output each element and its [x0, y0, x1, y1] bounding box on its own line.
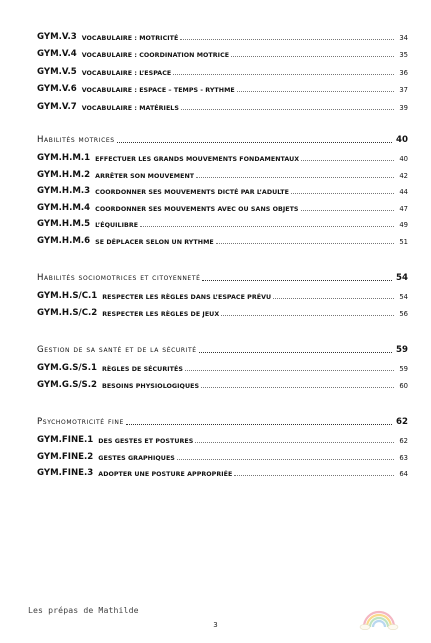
dot-leader	[173, 73, 394, 75]
entry-page: 44	[399, 188, 408, 196]
dot-leader	[180, 38, 394, 40]
entry-title: COORDONNER SES MOUVEMENTS DICTÉ PAR L’ADULTE	[95, 189, 290, 196]
entry-code: GYM.V.5	[37, 66, 77, 77]
entry-code: GYM.H.M.3	[37, 186, 91, 196]
entry-code: GYM.H.M.2	[37, 169, 91, 180]
dot-leader	[196, 176, 394, 178]
toc-entry[interactable]	[37, 373, 408, 390]
entry-page: 60	[399, 381, 408, 390]
toc-section[interactable]	[37, 412, 408, 427]
entry-title: DES GESTES ET POSTURES	[98, 438, 194, 445]
toc-entry[interactable]	[37, 94, 408, 112]
entry-page: 62	[399, 437, 408, 445]
toc-entry[interactable]	[37, 429, 408, 446]
entry-page: 37	[399, 86, 408, 94]
toc-entry[interactable]	[37, 24, 408, 42]
entry-page: 35	[399, 51, 408, 59]
toc-entry[interactable]	[37, 285, 408, 302]
entry-title: ARRÊTER SON MOUVEMENT	[95, 172, 195, 180]
dot-leader	[216, 242, 394, 244]
entry-title: EFFECTUER LES GRANDS MOUVEMENTS FONDAMENTAUX	[95, 156, 300, 163]
dot-leader	[221, 314, 394, 316]
entry-page: 40	[399, 155, 408, 163]
dot-leader	[195, 441, 394, 443]
entry-page: 47	[399, 204, 408, 213]
rainbow-logo-icon	[352, 605, 406, 639]
toc-section[interactable]	[37, 268, 408, 283]
entry-code: GYM.FINE.1	[37, 435, 94, 445]
entry-title: GESTES GRAPHIQUES	[98, 454, 175, 462]
dot-leader	[201, 386, 394, 388]
entry-title: L’ÉQUILIBRE	[95, 222, 139, 229]
entry-page: 56	[399, 309, 408, 318]
section-page: 54	[396, 272, 408, 283]
entry-title: ADOPTER UNE POSTURE APPROPRIÉE	[98, 471, 233, 478]
entry-code: GYM.G.S/S.2	[37, 379, 97, 390]
dot-leader	[199, 351, 392, 353]
section-title: Habilités motrices	[37, 134, 115, 145]
dot-leader	[301, 159, 394, 161]
entry-page: 59	[399, 365, 408, 373]
toc-entry[interactable]	[37, 196, 408, 213]
section-items	[37, 285, 408, 318]
vocab-list	[37, 24, 408, 112]
entry-page: 36	[399, 68, 408, 77]
entry-title: VOCABULAIRE : MATÉRIELS	[81, 104, 179, 112]
entry-code: GYM.V.3	[37, 31, 77, 42]
entry-code: GYM.H.M.1	[37, 153, 91, 163]
section-title: Gestion de sa santé et de la sécurité	[37, 344, 197, 355]
toc-section[interactable]	[37, 130, 408, 145]
footer-author: Les prépas de Mathilde	[28, 605, 139, 615]
toc-entry[interactable]	[37, 229, 408, 246]
toc-entry[interactable]	[37, 163, 408, 180]
section-title: Habilités sociomotrices et citoyenneté	[37, 272, 201, 283]
entry-code: GYM.H.M.6	[37, 235, 91, 246]
entry-code: GYM.H.M.4	[37, 202, 91, 213]
entry-title: RESPECTER LES RÈGLES DE JEUX	[102, 310, 220, 318]
section-page: 40	[396, 134, 408, 145]
entry-title: VOCABULAIRE : COORDINATION MOTRICE	[81, 52, 230, 59]
entry-code: GYM.FINE.3	[37, 468, 94, 478]
entry-page: 63	[399, 453, 408, 462]
entry-title: BESOINS PHYSIOLOGIQUES	[101, 382, 200, 390]
entry-page: 54	[399, 293, 408, 301]
dot-leader	[273, 297, 394, 299]
entry-code: GYM.H.M.5	[37, 219, 91, 229]
dot-leader	[301, 209, 394, 211]
dot-leader	[234, 474, 394, 476]
entry-page: 42	[399, 171, 408, 180]
entry-code: GYM.V.6	[37, 84, 77, 94]
section-title: Psychomotricité fine	[37, 416, 124, 427]
dot-leader	[291, 192, 394, 194]
entry-code: GYM.G.S/S.1	[37, 363, 97, 373]
toc-entry[interactable]	[37, 462, 408, 479]
dot-leader	[126, 423, 392, 425]
toc-entry[interactable]	[37, 42, 408, 60]
entry-code: GYM.FINE.2	[37, 451, 94, 462]
entry-page: 34	[399, 33, 408, 42]
toc-entry[interactable]	[37, 147, 408, 164]
entry-title: RÈGLES DE SÉCURITÉS	[101, 366, 183, 373]
entry-page: 49	[399, 221, 408, 229]
toc-entry[interactable]	[37, 77, 408, 95]
entry-code: GYM.V.4	[37, 49, 77, 59]
section-items	[37, 429, 408, 479]
dot-leader	[140, 225, 394, 227]
section-page: 62	[396, 416, 408, 427]
entry-code: GYM.H.S/C.2	[37, 307, 98, 318]
entry-page: 64	[399, 470, 408, 478]
entry-page: 39	[399, 103, 408, 112]
toc-section[interactable]	[37, 340, 408, 355]
dot-leader	[231, 55, 394, 57]
entry-title: RESPECTER LES RÈGLES DANS L’ESPACE PRÉVU	[102, 294, 272, 301]
toc-entry[interactable]	[37, 180, 408, 197]
entry-title: VOCABULAIRE : L’ESPACE	[81, 69, 172, 77]
entry-title: VOCABULAIRE : MOTRICITÉ	[81, 34, 179, 42]
table-of-contents	[37, 24, 408, 478]
dot-leader	[237, 90, 394, 92]
entry-code: GYM.V.7	[37, 101, 77, 112]
page-number: 3	[213, 621, 218, 629]
entry-title: COORDONNER SES MOUVEMENTS AVEC OU SANS OBJETS	[95, 205, 299, 213]
toc-entry[interactable]	[37, 301, 408, 318]
section-items	[37, 147, 408, 246]
toc-entry[interactable]	[37, 59, 408, 77]
section-page: 59	[396, 344, 408, 355]
dot-leader	[177, 458, 394, 460]
toc-entry[interactable]	[37, 357, 408, 374]
toc-entry[interactable]	[37, 445, 408, 462]
entry-title: VOCABULAIRE : ESPACE – TEMPS - RYTHME	[81, 87, 235, 94]
dot-leader	[185, 369, 394, 371]
entry-page: 51	[399, 237, 408, 246]
toc-entry[interactable]	[37, 213, 408, 230]
entry-code: GYM.H.S/C.1	[37, 291, 98, 301]
entry-title: SE DÉPLACER SELON UN RYTHME	[95, 238, 214, 246]
section-items	[37, 357, 408, 390]
dot-leader	[181, 108, 394, 110]
dot-leader	[202, 279, 392, 281]
dot-leader	[117, 141, 392, 143]
